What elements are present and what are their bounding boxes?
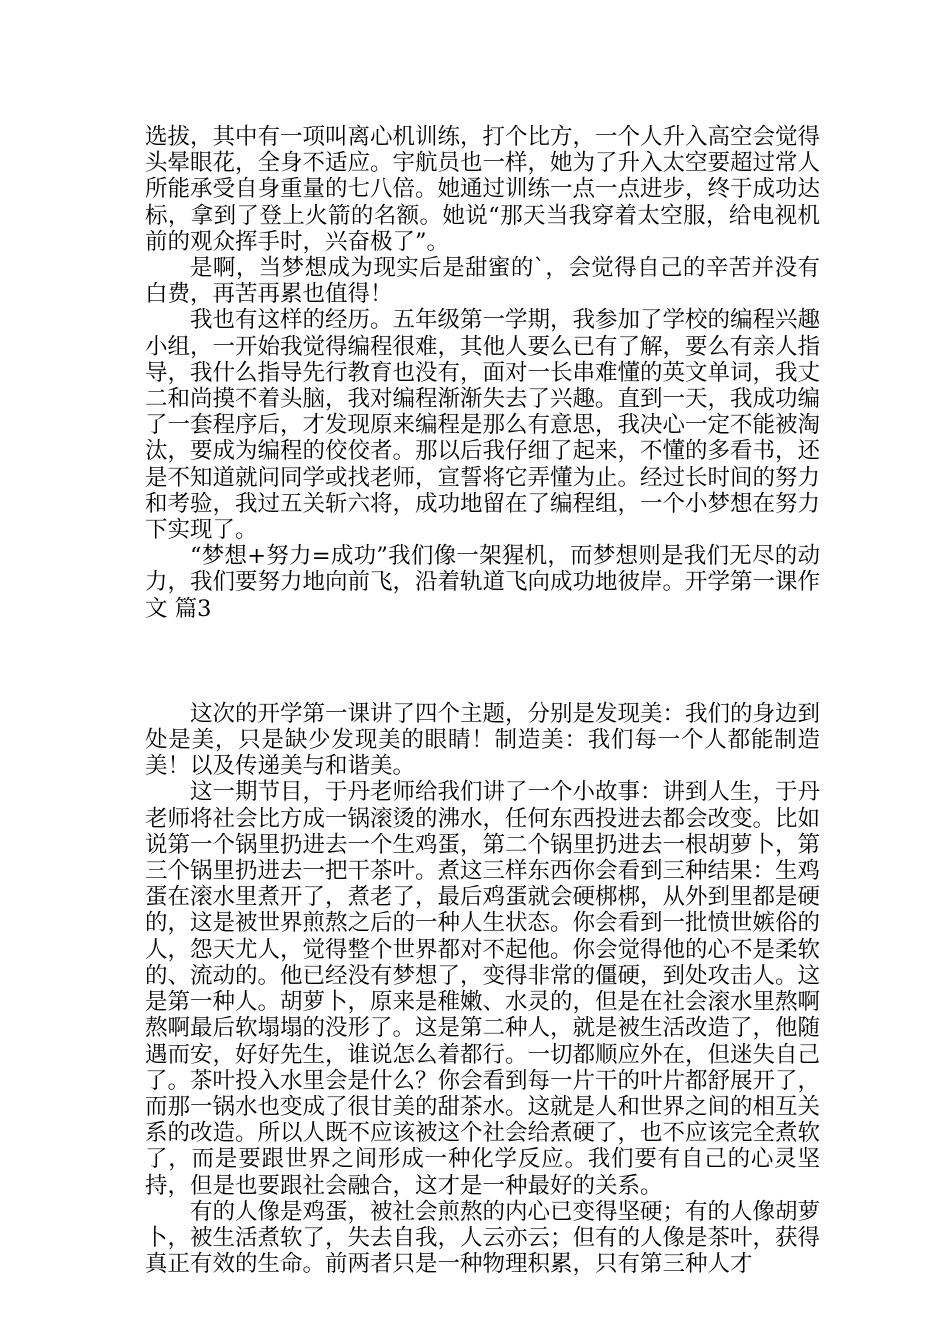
document-body [145,124,820,1277]
paragraph-four-themes: 这次的开学第一课讲了四个主题，分别是发现美：我们的身边到处是美，只是缺少发现美的眼睛！制造美：我们每一个人都能制造美！以及传递美与和谐美。 [145,700,821,780]
paragraph-dream-reality: 是啊，当梦想成为现实后是甜蜜的`，会觉得自己的辛苦并没有白费，再苦再累也值得！ [145,255,820,308]
paragraph-programming: 我也有这样的经历。五年级第一学期，我参加了学校的编程兴趣小组，一开始我觉得编程很难，其他人要么已有了解，要么有亲人指导，我什么指导先行教育也没有，面对一长串难懂的英文单词，我丈二和尚摸不着头脑，我对编程渐渐失去了兴趣。直到一天，我成功编了一套程序后，才发现原来编程是那么有意思，我决心一定不能被淘汰，要成为编程的佼佼者。那以后我仔细了起来，不懂的多看书，还是不知道就问同学或找老师，宣誓将它弄懂为止。经过长时间的努力和考验，我过五关斩六将，成功地留在了编程组，一个小梦想在努力下实现了。 [145,307,821,544]
paragraph-egg-carrot-tea: 有的人像是鸡蛋，被社会煎熬的内心已变得坚硬；有的人像胡萝卜，被生活煮软了，失去自我，人云亦云；但有的人像是茶叶，获得真正有效的生命。前两者只是一种物理积累，只有第三种人才 [145,1198,821,1278]
section-gap [145,622,820,701]
paragraph-astronaut: 选拔，其中有一项叫离心机训练，打个比方，一个人升入高空会觉得头晕眼花，全身不适应。宇航员也一样，她为了升入太空要超过常人所能承受自身重量的七八倍。她通过训练一点一点进步，终于成功达标，拿到了登上火箭的名额。她说“那天当我穿着太空服，给电视机前的观众挥手时，兴奋极了”。 [145,124,821,255]
paragraph-dream-effort: “梦想+努力=成功”我们像一架猩机，而梦想则是我们无尽的动力，我们要努力地向前飞，沿着轨道飞向成功地彼岸。开学第一课作文 篇3 [145,543,821,622]
paragraph-yudan-story: 这一期节目，于丹老师给我们讲了一个小故事：讲到人生，于丹老师将社会比方成一锅滚烫的沸水，任何东西投进去都会改变。比如说第一个锅里扔进去一个生鸡蛋，第二个锅里扔进去一根胡萝卜，第三个锅里扔进去一把干茶叶。煮这三样东西你会看到三种结果：生鸡蛋在滚水里煮开了，煮老了，最后鸡蛋就会硬梆梆，从外到里都是硬的，这是被世界煎熬之后的一种人生状态。你会看到一批愤世嫉俗的人，怨天尤人，觉得整个世界都对不起他。你会觉得他的心不是柔软的、流动的。他已经没有梦想了，变得非常的僵硬，到处攻击人。这是第一种人。胡萝卜，原来是稚嫩、水灵的，但是在社会滚水里熬啊熬啊最后软塌塌的没形了。这是第二种人，就是被生活改造了，他随遇而安，好好先生，谁说怎么着都行。一切都顺应外在，但迷失自己了。茶叶投入水里会是什么？你会看到每一片干的叶片都舒展开了，而那一锅水也变成了很甘美的甜茶水。这就是人和世界之间的相互关系的改造。所以人既不应该被这个社会给煮硬了，也不应该完全煮软了，而是要跟世界之间形成一种化学反应。我们要有自己的心灵坚持，但是也要跟社会融合，这才是一种最好的关系。 [145,779,821,1199]
